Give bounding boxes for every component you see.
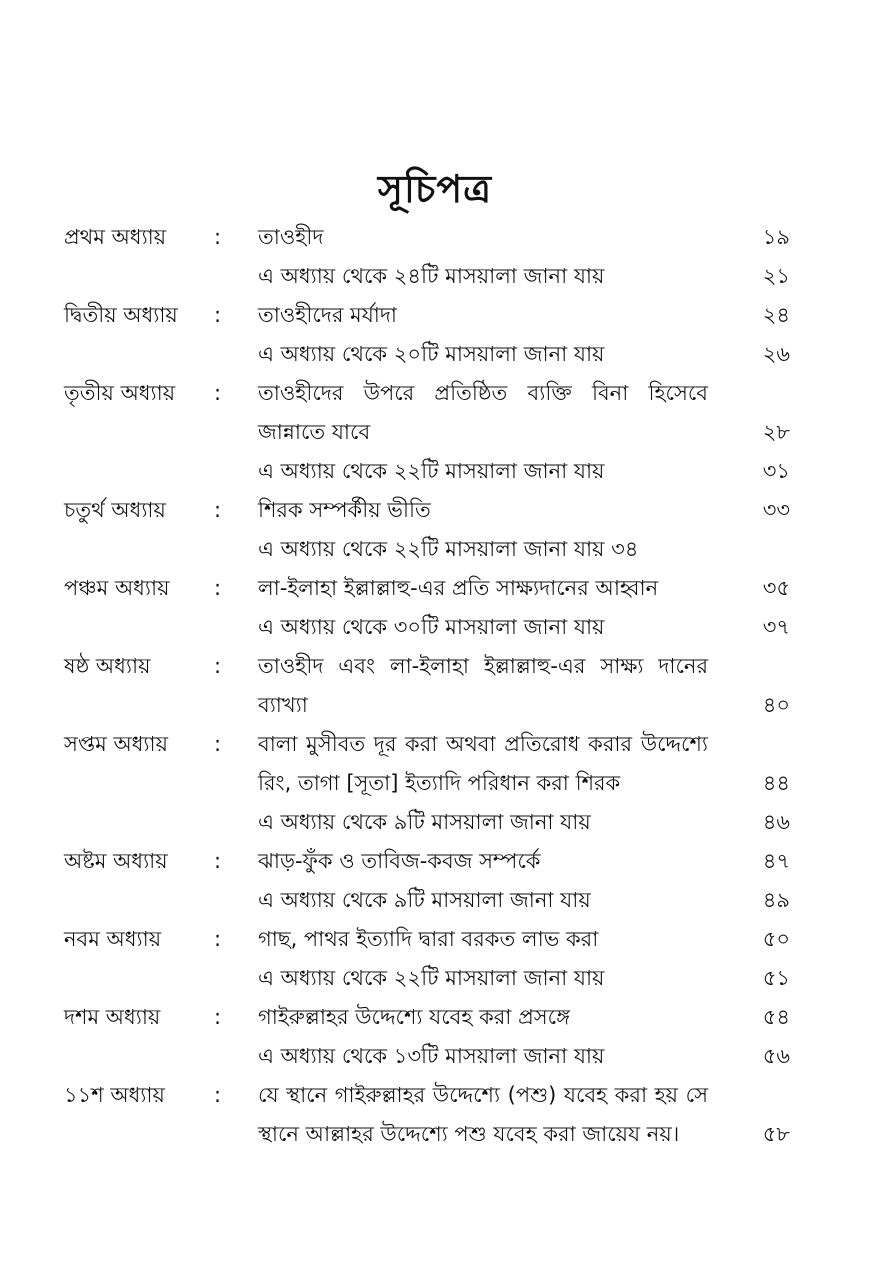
chapter-label: প্রথম অধ্যায় [64,225,167,249]
page-number: ৪৯ [762,888,790,912]
separator-colon: : [214,303,222,327]
chapter-label: ১১শ অধ্যায় [64,1083,165,1107]
toc-chapter-row [0,998,870,1037]
separator-colon: : [214,732,222,756]
toc-chapter-row [0,374,870,452]
page-number: ৩৫ [762,576,790,600]
separator-colon: : [214,576,222,600]
toc-chapter-row [0,842,870,881]
entry-title: বালা মুসীবত দূর করা অথবা প্রতিরোধ করার উদ্দেশ্যে রিং, তাগা [সূতা] ইত্যাদি পরিধান করা শিরক [258,732,708,795]
page-number: ৩৭ [762,615,790,639]
toc-chapter-row [0,920,870,959]
page-number: ৪০ [762,693,790,717]
toc-summary-row [0,335,870,374]
page-number: ৫৪ [762,1005,790,1029]
page-number: ৫০ [762,927,790,951]
page-number: ২১ [762,264,790,288]
entry-title: এ অধ্যায় থেকে ২২টি মাসয়ালা জানা যায় [258,459,605,483]
toc-chapter-row [0,296,870,335]
chapter-label: ষষ্ঠ অধ্যায় [64,654,151,678]
chapter-label: পঞ্চম অধ্যায় [64,576,170,600]
page-number: ৫১ [762,966,790,990]
entry-title: তাওহীদ [258,225,324,249]
page-number: ৩১ [762,459,790,483]
entry-title: ঝাড়-ফুঁক ও তাবিজ-কবজ সম্পর্কে [258,849,541,873]
separator-colon: : [214,498,222,522]
toc-chapter-row [0,1076,870,1154]
page-number: ২৪ [762,303,790,327]
toc-chapter-row [0,647,870,725]
separator-colon: : [214,1083,222,1107]
page-number: ৫৮ [762,1122,790,1146]
page-number: ৪৬ [762,810,790,834]
toc-summary-row [0,803,870,842]
entry-title: শিরক সম্পর্কীয় ভীতি [258,498,431,522]
toc-summary-row [0,452,870,491]
page-number: ৪৪ [762,771,790,795]
entry-title: এ অধ্যায় থেকে ৯টি মাসয়ালা জানা যায় [258,810,591,834]
page-number: ২৮ [762,420,790,444]
chapter-label: অষ্টম অধ্যায় [64,849,168,873]
entry-title: এ অধ্যায় থেকে ২০টি মাসয়ালা জানা যায় [258,342,605,366]
toc-chapter-row [0,569,870,608]
entry-title: এ অধ্যায় থেকে ২৪টি মাসয়ালা জানা যায় [258,264,605,288]
entry-title: এ অধ্যায় থেকে ৩০টি মাসয়ালা জানা যায় [258,615,605,639]
separator-colon: : [214,927,222,951]
toc-summary-row [0,530,870,569]
separator-colon: : [214,1005,222,1029]
page-number: ১৯ [762,225,790,249]
entry-title: এ অধ্যায় থেকে ১৩টি মাসয়ালা জানা যায় [258,1044,605,1068]
toc-chapter-row [0,491,870,530]
separator-colon: : [214,654,222,678]
chapter-label: দ্বিতীয় অধ্যায় [64,303,178,327]
entry-title: গাইরুল্লাহর উদ্দেশ্যে যবেহ করা প্রসঙ্গে [258,1005,570,1029]
page-number: ৫৬ [762,1044,790,1068]
entry-title: এ অধ্যায় থেকে ৯টি মাসয়ালা জানা যায় [258,888,591,912]
separator-colon: : [214,225,222,249]
page-number: ২৬ [762,342,790,366]
page-title: সূচিপত্র [377,167,493,211]
entry-title: এ অধ্যায় থেকে ২২টি মাসয়ালা জানা যায় ৩৪ [258,537,639,561]
separator-colon: : [214,381,222,405]
toc-summary-row [0,257,870,296]
entry-title: তাওহীদের মর্যাদা [258,303,398,327]
separator-colon: : [214,849,222,873]
chapter-label: তৃতীয় অধ্যায় [64,381,176,405]
chapter-label: সপ্তম অধ্যায় [64,732,168,756]
entry-title: লা-ইলাহা ইল্লাল্লাহু-এর প্রতি সাক্ষ্যদানের আহ্বান [258,576,659,600]
toc-summary-row [0,1037,870,1076]
toc-summary-row [0,959,870,998]
chapter-label: চতুর্থ অধ্যায় [64,498,166,522]
entry-title: গাছ, পাথর ইত্যাদি দ্বারা বরকত লাভ করা [258,927,599,951]
chapter-label: দশম অধ্যায় [64,1005,161,1029]
toc-summary-row [0,608,870,647]
entry-title: তাওহীদ এবং লা-ইলাহা ইল্লাল্লাহু-এর সাক্ষ্য দানের ব্যাখ্যা [258,654,708,717]
page-number: ৩৩ [762,498,790,522]
toc-summary-row [0,881,870,920]
entry-title: তাওহীদের উপরে প্রতিষ্ঠিত ব্যক্তি বিনা হিসেবে জান্নাতে যাবে [258,381,708,444]
table-of-contents [0,218,870,1154]
page-number: ৪৭ [762,849,790,873]
chapter-label: নবম অধ্যায় [64,927,162,951]
entry-title: এ অধ্যায় থেকে ২২টি মাসয়ালা জানা যায় [258,966,605,990]
toc-chapter-row [0,218,870,257]
entry-title: যে স্থানে গাইরুল্লাহর উদ্দেশ্যে (পশু) যবেহ করা হয় সে স্থানে আল্লাহর উদ্দেশ্যে পশু যবেহ করা জায়েয নয়। [258,1083,708,1146]
toc-chapter-row [0,725,870,803]
